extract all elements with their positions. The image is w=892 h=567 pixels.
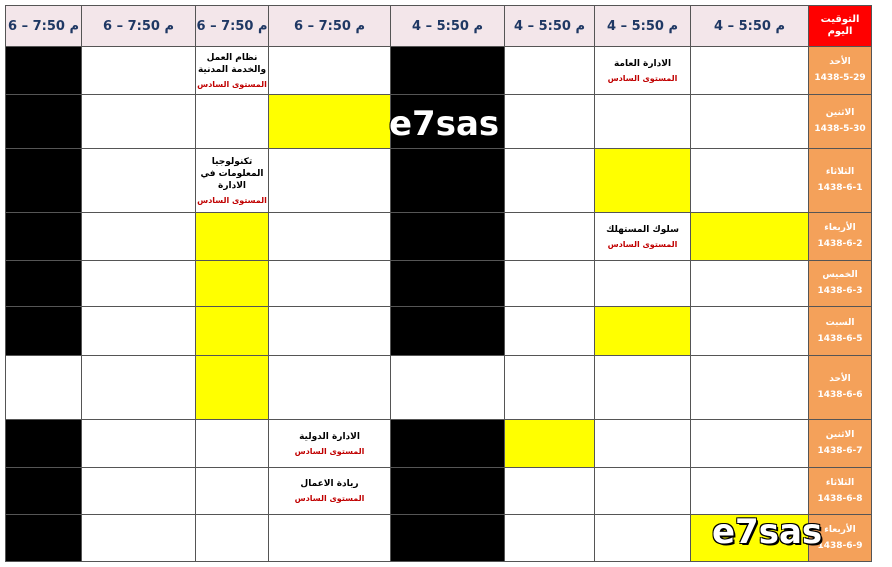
time-label: 4 – 5:50 م bbox=[412, 18, 483, 34]
schedule-cell bbox=[505, 468, 595, 515]
highlight-cell bbox=[196, 261, 269, 307]
day-cell bbox=[809, 47, 872, 95]
schedule-cell bbox=[269, 47, 391, 95]
header-time-6 bbox=[82, 6, 196, 47]
header-label: التوقيت اليوم bbox=[820, 14, 860, 37]
schedule-cell bbox=[505, 515, 595, 562]
schedule-cell bbox=[82, 468, 196, 515]
day-cell bbox=[809, 261, 872, 307]
schedule-cell bbox=[196, 420, 269, 468]
day-name: الأحد bbox=[829, 374, 851, 384]
header-time-5 bbox=[196, 6, 269, 47]
day-name: الأحد bbox=[829, 57, 851, 67]
schedule-cell bbox=[691, 95, 809, 149]
highlight-cell bbox=[595, 149, 691, 213]
schedule-cell bbox=[391, 356, 505, 420]
schedule-cell bbox=[82, 515, 196, 562]
schedule-cell bbox=[196, 515, 269, 562]
watermark-bottom: e7sas bbox=[712, 512, 823, 552]
highlight-cell bbox=[269, 95, 391, 149]
schedule-cell bbox=[196, 468, 269, 515]
course-cell bbox=[196, 149, 269, 213]
time-label: 4 – 5:50 م bbox=[607, 18, 678, 34]
blocked-cell bbox=[391, 515, 505, 562]
header-time-0 bbox=[691, 6, 809, 47]
schedule-cell bbox=[196, 95, 269, 149]
schedule-cell bbox=[505, 261, 595, 307]
schedule-cell bbox=[691, 468, 809, 515]
schedule-cell bbox=[82, 261, 196, 307]
day-cell bbox=[809, 213, 872, 261]
schedule-cell bbox=[595, 420, 691, 468]
header-time-3 bbox=[391, 6, 505, 47]
course-title: الادارة الدولية bbox=[299, 431, 360, 442]
course-level: المستوى السادس bbox=[197, 79, 267, 89]
blocked-cell bbox=[391, 149, 505, 213]
header-time-7 bbox=[6, 6, 82, 47]
course-cell bbox=[595, 47, 691, 95]
schedule-cell bbox=[269, 261, 391, 307]
time-label: 4 – 5:50 م bbox=[714, 18, 785, 34]
schedule-cell bbox=[269, 356, 391, 420]
day-date: 1438-6-9 bbox=[817, 540, 863, 551]
time-label: 6 – 7:50 م bbox=[103, 18, 174, 34]
schedule-cell bbox=[505, 47, 595, 95]
day-cell bbox=[809, 356, 872, 420]
day-date: 1438-6-2 bbox=[817, 239, 863, 249]
header-day-time bbox=[809, 6, 872, 47]
watermark-top: e7sas bbox=[389, 104, 500, 144]
course-level: المستوى السادس bbox=[607, 73, 678, 83]
course-cell bbox=[595, 213, 691, 261]
day-name: الاثنين bbox=[825, 108, 855, 118]
schedule-cell bbox=[691, 420, 809, 468]
schedule-cell bbox=[505, 356, 595, 420]
course-level: المستوى السادس bbox=[197, 195, 267, 205]
schedule-cell bbox=[691, 356, 809, 420]
blocked-cell bbox=[6, 307, 82, 356]
course-level: المستوى السادس bbox=[607, 239, 678, 249]
schedule-cell bbox=[595, 261, 691, 307]
blocked-cell bbox=[6, 95, 82, 149]
schedule-cell bbox=[505, 95, 595, 149]
header-time-2 bbox=[505, 6, 595, 47]
blocked-cell bbox=[391, 307, 505, 356]
time-label: 6 – 7:50 م bbox=[294, 18, 365, 34]
course-cell bbox=[269, 468, 391, 515]
day-name: السبت bbox=[825, 317, 855, 328]
schedule-cell bbox=[595, 515, 691, 562]
day-name: الاثنين bbox=[825, 430, 855, 440]
schedule-cell bbox=[269, 149, 391, 213]
day-date: 1438-6-1 bbox=[817, 183, 863, 193]
schedule-cell bbox=[82, 420, 196, 468]
schedule-cell bbox=[691, 307, 809, 356]
blocked-cell bbox=[6, 420, 82, 468]
schedule-cell bbox=[82, 47, 196, 95]
header-time-4 bbox=[269, 6, 391, 47]
blocked-cell bbox=[6, 468, 82, 515]
schedule-cell bbox=[6, 356, 82, 420]
day-cell bbox=[809, 468, 872, 515]
schedule-cell bbox=[82, 307, 196, 356]
schedule-cell bbox=[82, 356, 196, 420]
highlight-cell bbox=[505, 420, 595, 468]
blocked-cell bbox=[391, 420, 505, 468]
highlight-cell bbox=[196, 213, 269, 261]
time-label: 4 – 5:50 م bbox=[514, 18, 585, 34]
course-title: الادارة العامة bbox=[613, 58, 672, 69]
blocked-cell bbox=[6, 515, 82, 562]
schedule-cell bbox=[595, 468, 691, 515]
blocked-cell bbox=[6, 149, 82, 213]
schedule-cell bbox=[691, 47, 809, 95]
schedule-cell bbox=[505, 213, 595, 261]
blocked-cell bbox=[6, 213, 82, 261]
day-date: 1438-6-7 bbox=[817, 446, 863, 456]
highlight-cell bbox=[595, 307, 691, 356]
day-name: الثلاثاء bbox=[825, 167, 855, 177]
schedule-cell bbox=[269, 307, 391, 356]
blocked-cell bbox=[391, 468, 505, 515]
course-level: المستوى السادس bbox=[294, 494, 365, 503]
highlight-cell bbox=[691, 213, 809, 261]
blocked-cell bbox=[391, 261, 505, 307]
day-cell bbox=[809, 95, 872, 149]
blocked-cell bbox=[391, 47, 505, 95]
exam-schedule-table bbox=[5, 5, 872, 562]
schedule-cell bbox=[269, 515, 391, 562]
schedule-cell bbox=[82, 213, 196, 261]
course-title: نظام العمل والخدمة المدنية bbox=[197, 52, 267, 75]
highlight-cell bbox=[196, 356, 269, 420]
schedule-cell bbox=[82, 149, 196, 213]
day-cell bbox=[809, 420, 872, 468]
day-date: 1438-6-8 bbox=[817, 493, 863, 504]
schedule-cell bbox=[505, 307, 595, 356]
schedule-cell bbox=[691, 149, 809, 213]
schedule-cell bbox=[595, 356, 691, 420]
course-cell bbox=[196, 47, 269, 95]
time-label: 6 – 7:50 م bbox=[8, 18, 79, 34]
day-name: الثلاثاء bbox=[825, 477, 855, 488]
course-title: سلوك المستهلك bbox=[606, 224, 679, 235]
schedule-cell bbox=[595, 95, 691, 149]
schedule-cell bbox=[691, 261, 809, 307]
course-cell bbox=[269, 420, 391, 468]
schedule-cell bbox=[269, 213, 391, 261]
blocked-cell bbox=[391, 213, 505, 261]
day-date: 1438-6-6 bbox=[817, 390, 863, 400]
day-name: الخميس bbox=[822, 270, 858, 280]
course-level: المستوى السادس bbox=[294, 446, 365, 456]
blocked-cell bbox=[6, 261, 82, 307]
course-title: ريادة الاعمال bbox=[300, 479, 359, 489]
day-name: الأربعاء bbox=[824, 223, 856, 233]
course-title: تكنولوجيا المعلومات في الادارة bbox=[200, 156, 264, 191]
highlight-cell bbox=[196, 307, 269, 356]
time-label: 6 – 7:50 م bbox=[196, 18, 268, 34]
blocked-cell bbox=[6, 47, 82, 95]
day-cell bbox=[809, 307, 872, 356]
header-time-1 bbox=[595, 6, 691, 47]
day-cell bbox=[809, 149, 872, 213]
day-date: 1438-5-29 bbox=[814, 73, 866, 83]
schedule-cell bbox=[505, 149, 595, 213]
schedule-cell bbox=[82, 95, 196, 149]
day-name: الأربعاء bbox=[824, 524, 856, 535]
day-date: 1438-6-3 bbox=[817, 286, 863, 296]
day-date: 1438-6-5 bbox=[817, 333, 863, 344]
day-date: 1438-5-30 bbox=[814, 124, 866, 134]
